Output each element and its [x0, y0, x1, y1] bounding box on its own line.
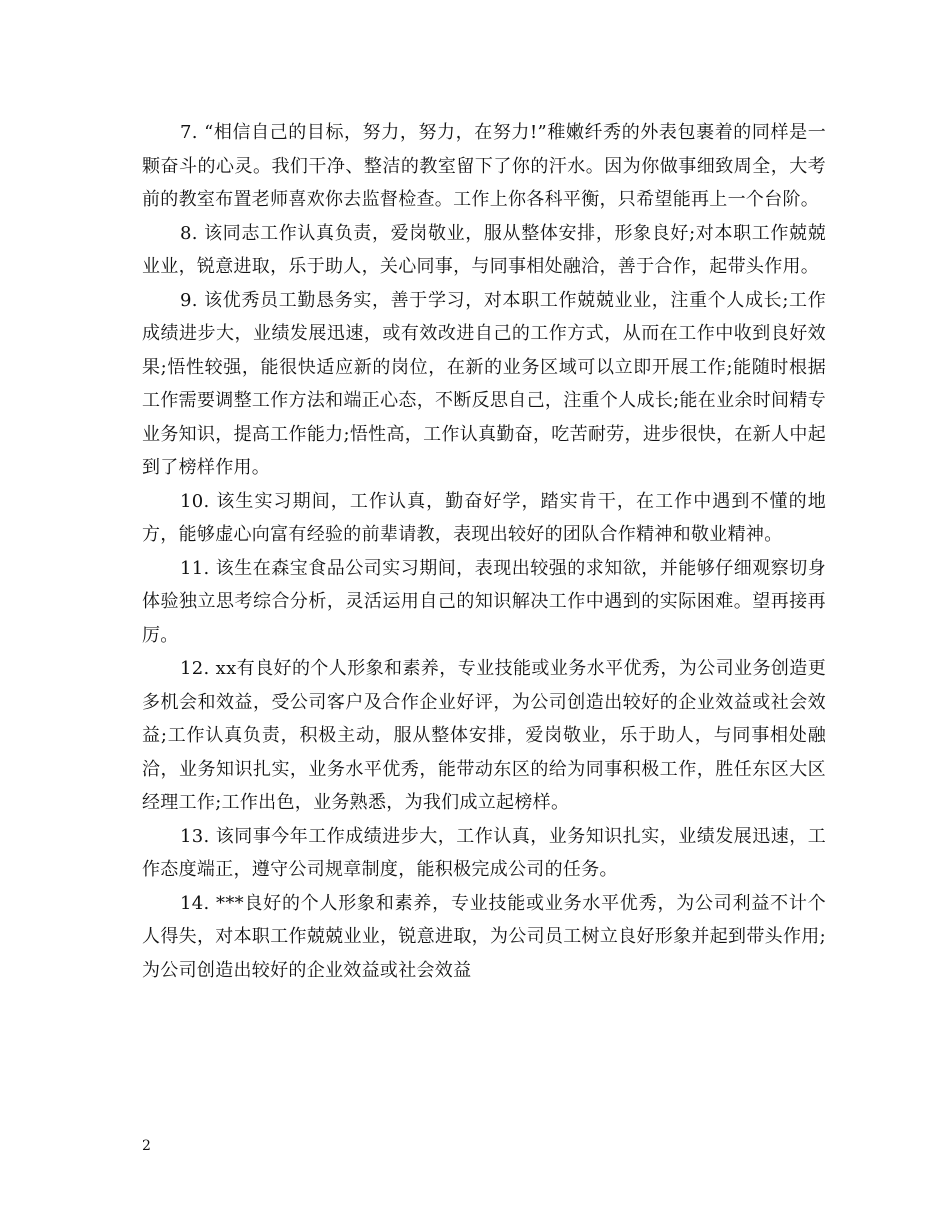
paragraph-10: 10. 该生实习期间，工作认真，勤奋好学，踏实肯干，在工作中遇到不懂的地方，能够虚心向富有经验的前辈请教，表现出较好的团队合作精神和敬业精神。 — [142, 490, 826, 545]
document-body — [142, 116, 826, 987]
paragraph-8: 8. 该同志工作认真负责，爱岗敬业，服从整体安排，形象良好;对本职工作兢兢业业，锐意进取，乐于助人，关心同事，与同事相处融洽，善于合作，起带头作用。 — [142, 222, 826, 277]
paragraph-7: 7. “相信自己的目标，努力，努力，在努力!”稚嫩纤秀的外表包裹着的同样是一颗奋斗的心灵。我们干净、整洁的教室留下了你的汗水。因为你做事细致周全，大考前的教室布置老师喜欢你去监督检查。工作上你各科平衡，只希望能再上一个台阶。 — [142, 122, 826, 210]
page-number: 2 — [142, 1138, 151, 1154]
paragraph-13: 13. 该同事今年工作成绩进步大，工作认真，业务知识扎实，业绩发展迅速，工作态度端正，遵守公司规章制度，能积极完成公司的任务。 — [142, 825, 826, 880]
paragraph-11: 11. 该生在森宝食品公司实习期间，表现出较强的求知欲，并能够仔细观察切身体验独立思考综合分析，灵活运用自己的知识解决工作中遇到的实际困难。望再接再厉。 — [142, 557, 826, 646]
paragraph-9: 9. 该优秀员工勤恳务实，善于学习，对本职工作兢兢业业，注重个人成长;工作成绩进步大，业绩发展迅速，或有效改进自己的工作方式，从而在工作中收到良好效果;悟性较强，能很快适应新的岗位，在新的业务区域可以立即开展工作;能随时根据工作需要调整工作方法和端正心态，不断反思自己，注重个人成长;能在业余时间精专业务知识，提高工作能力;悟性高，工作认真勤奋，吃苦耐劳，进步很快，在新人中起到了榜样作用。 — [142, 289, 826, 478]
paragraph-14: 14. ***良好的个人形象和素养，专业技能或业务水平优秀，为公司利益不计个人得失，对本职工作兢兢业业，锐意进取，为公司员工树立良好形象并起到带头作用;为公司创造出较好的企业效益或社会效益 — [142, 892, 826, 981]
paragraph-12: 12. xx有良好的个人形象和素养，专业技能或业务水平优秀，为公司业务创造更多机会和效益，受公司客户及合作企业好评，为公司创造出较好的企业效益或社会效益;工作认真负责，积极主动，服从整体安排，爱岗敬业，乐于助人，与同事相处融洽，业务知识扎实，业务水平优秀，能带动东区的给为同事积极工作，胜任东区大区经理工作;工作出色，业务熟悉，为我们成立起榜样。 — [142, 658, 826, 813]
